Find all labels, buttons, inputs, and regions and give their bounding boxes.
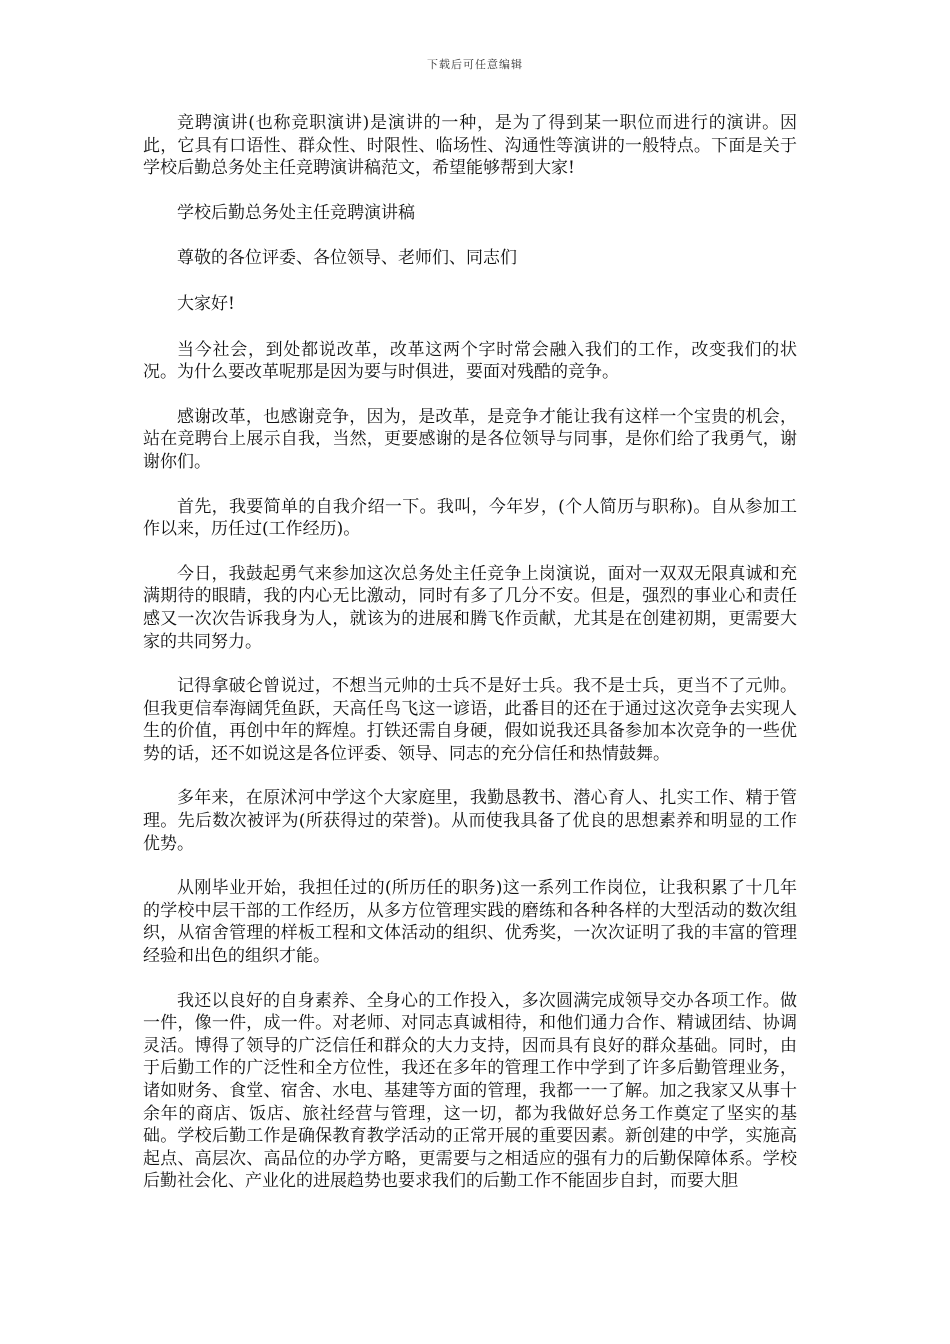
document-body bbox=[143, 112, 797, 1215]
paragraph-today: 今日，我鼓起勇气来参加这次总务处主任竞争上岗演说，面对一双双无限真诚和充满期待的眼睛，我的内心无比激动，同时有多了几分不安。但是，强烈的事业心和责任感又一次次告诉我身为人，就该为的进展和腾飞作贡献，尤其是在创建初期，更需要大家的共同努力。 bbox=[143, 563, 797, 652]
paragraph-napoleon: 记得拿破仑曾说过，不想当元帅的士兵不是好士兵。我不是士兵，更当不了元帅。但我更信奉海阔凭鱼跃，天高任鸟飞这一谚语，此番目的还在于通过这次竞争去实现人生的价值，再创中年的辉煌。打铁还需自身硬，假如说我还具备参加本次竞争的一些优势的话，还不如说这是各位评委、领导、同志的充分信任和热情鼓舞。 bbox=[143, 676, 797, 764]
paragraph-years: 多年来，在原沭河中学这个大家庭里，我勤恳教书、潜心育人、扎实工作、精于管理。先后数次被评为(所获得过的荣誉)。从而使我具备了优良的思想素养和明显的工作优势。 bbox=[143, 788, 797, 854]
paragraph-experience: 从刚毕业开始，我担任过的(所历任的职务)这一系列工作岗位，让我积累了十几年的学校中层干部的工作经历，从多方位管理实践的磨练和各种各样的大型活动的数次组织，从宿舍管理的样板工程和文体活动的组织、优秀奖，一次次证明了我的丰富的管理经验和出色的组织才能。 bbox=[143, 878, 797, 967]
page-header: 下载后可任意编辑 bbox=[427, 58, 523, 71]
paragraph-title: 学校后勤总务处主任竞聘演讲稿 bbox=[177, 202, 415, 223]
paragraph-reform: 当今社会，到处都说改革，改革这两个字时常会融入我们的工作，改变我们的状况。为什么要改革呢那是因为要与时俱进，要面对残酷的竞争。 bbox=[143, 339, 797, 383]
paragraph-self-intro: 首先，我要简单的自我介绍一下。我叫，今年岁，(个人简历与职称)。自从参加工作以来，历任过(工作经历)。 bbox=[143, 496, 797, 540]
paragraph-salutation: 尊敬的各位评委、各位领导、老师们、同志们 bbox=[177, 248, 517, 269]
paragraph-qualities: 我还以良好的自身素养、全身心的工作投入，多次圆满完成领导交办各项工作。做一件，像一件，成一件。对老师、对同志真诚相待，和他们通力合作、精诚团结、协调灵活。博得了领导的广泛信任和群众的大力支持，因而具有良好的群众基础。同时，由于后勤工作的广泛性和全方位性，我还在多年的管理工作中学到了许多后勤管理业务，诸如财务、食堂、宿舍、水电、基建等方面的管理，我都一一了解。加之我家又从事十余年的商店、饭店、旅社经营与管理，这一切，都为我做好总务工作奠定了坚实的基础。学校后勤工作是确保教育教学活动的正常开展的重要因素。新创建的中学，实施高起点、高层次、高品位的办学方略，更需要与之相适应的强有力的后勤保障体系。学校后勤社会化、产业化的进展趋势也要求我们的后勤工作不能固步自封，而要大胆 bbox=[143, 990, 797, 1192]
paragraph-intro: 竞聘演讲(也称竞职演讲)是演讲的一种，是为了得到某一职位而进行的演讲。因此，它具有口语性、群众性、时限性、临场性、沟通性等演讲的一般特点。下面是关于学校后勤总务处主任竞聘演讲稿范文，希望能够帮到大家! bbox=[143, 113, 797, 179]
paragraph-greeting: 大家好! bbox=[177, 293, 235, 314]
paragraph-thanks: 感谢改革，也感谢竞争，因为，是改革，是竞争才能让我有这样一个宝贵的机会，站在竞聘台上展示自我，当然，更要感谢的是各位领导与同事，是你们给了我勇气，谢谢你们。 bbox=[143, 406, 797, 472]
